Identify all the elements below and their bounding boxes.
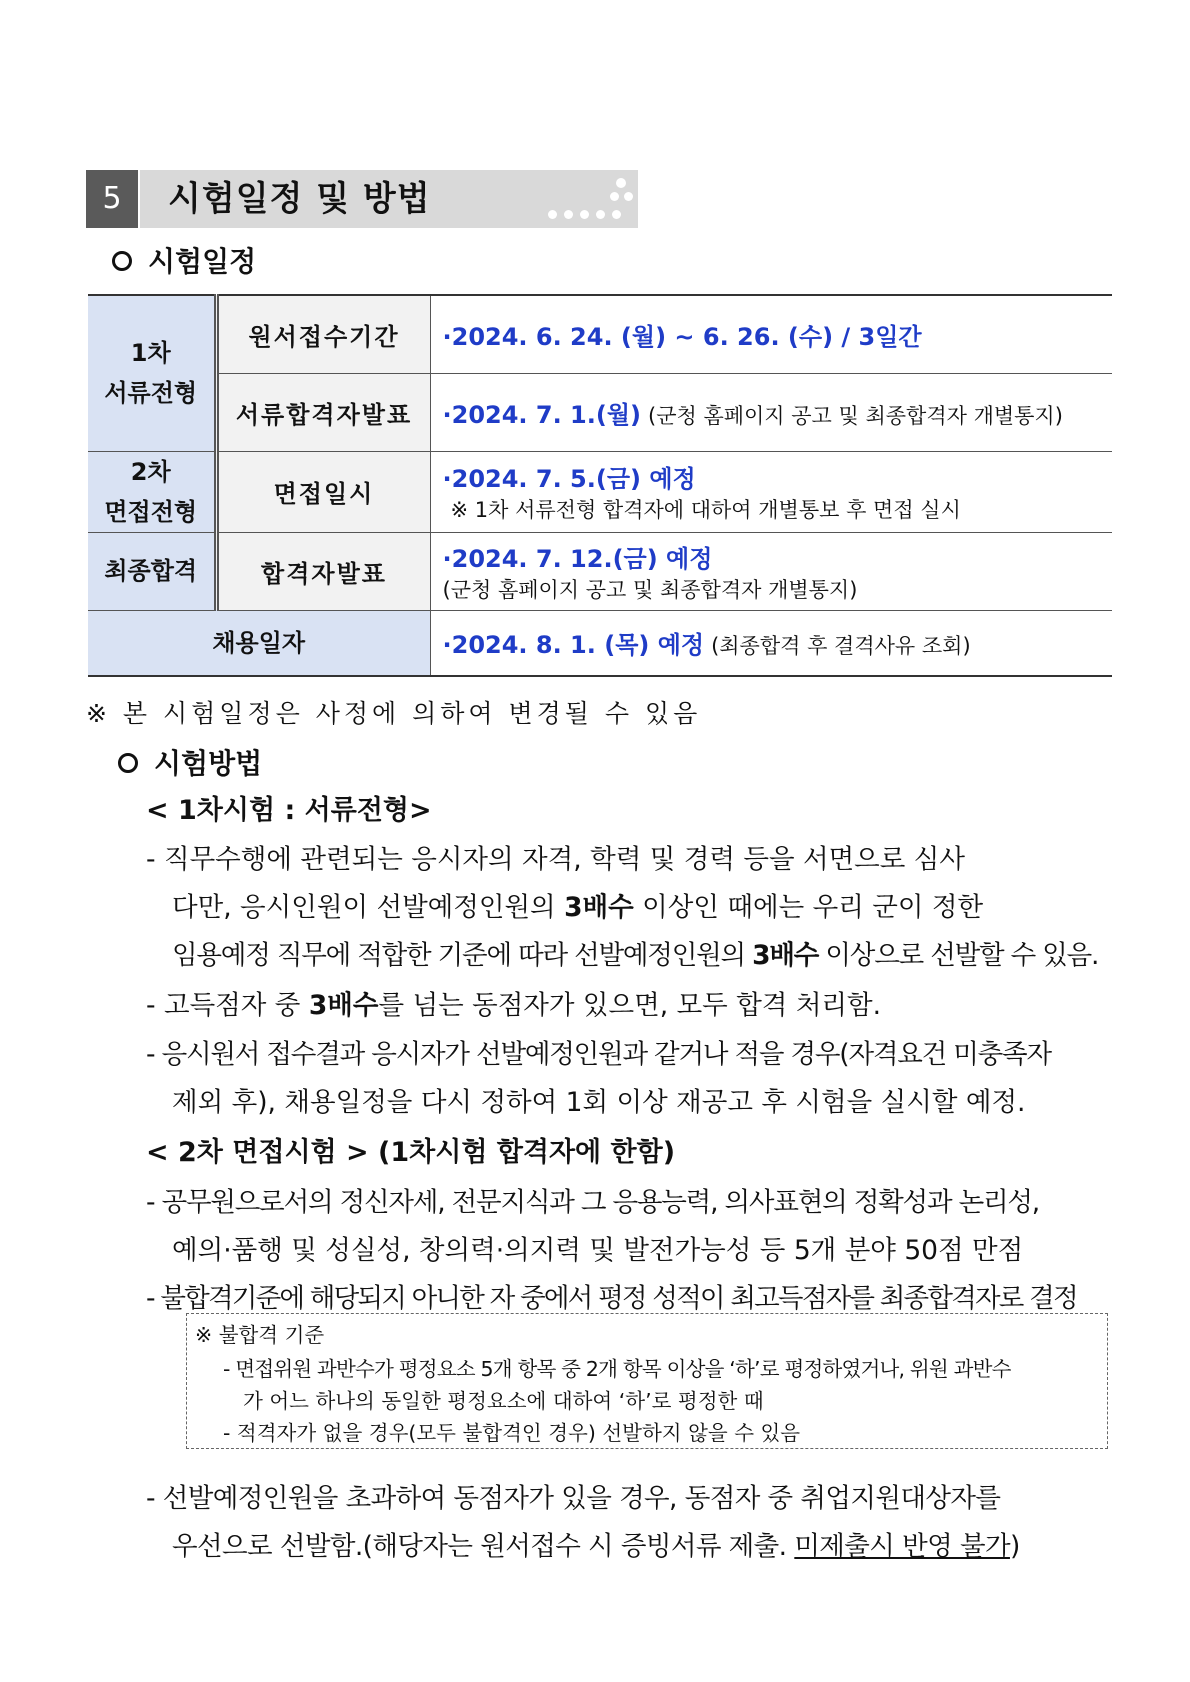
schedule-heading-text: 시험일정 xyxy=(148,245,257,278)
table-row xyxy=(88,451,1112,532)
final-item-line1: - 선발예정인원을 초과하여 동점자가 있을 경우, 동점자 중 취업지원대상자를 xyxy=(146,1483,1001,1514)
stage1-label-line2: 서류전형 xyxy=(104,379,198,408)
stage1-label xyxy=(88,295,216,451)
final-sub-label: 합격자발표 xyxy=(216,532,430,610)
final-date: ·2024. 7. 12.(금) 예정 xyxy=(442,544,713,573)
hire-value xyxy=(430,610,1112,676)
method-heading-text: 시험방법 xyxy=(154,747,263,780)
schedule-heading xyxy=(112,240,256,280)
interview-value xyxy=(430,451,1112,532)
stage1-item-b1-post: 를 넘는 동점자가 있으면, 모두 합격 처리함. xyxy=(378,990,882,1021)
table-row xyxy=(88,610,1112,676)
final-note: (군청 홈페이지 공고 및 최종합격자 개별통지) xyxy=(442,577,858,602)
doc-result-label: 서류합격자발표 xyxy=(216,373,430,451)
decor-dot xyxy=(596,210,605,219)
doc-result-note: (군청 홈페이지 공고 및 최종합격자 개별통지) xyxy=(648,403,1063,428)
final-item-line2 xyxy=(172,1524,1020,1563)
criteria-title: ※ 불합격 기준 xyxy=(195,1323,325,1347)
decor-dot xyxy=(624,192,633,201)
receipt-value xyxy=(430,295,1112,373)
final-item-line2-pre: 우선으로 선발함.(해당자는 원서접수 시 증빙서류 제출. xyxy=(172,1531,795,1562)
doc-result-date: ·2024. 7. 1.(월) xyxy=(442,400,641,429)
circle-bullet-icon xyxy=(118,753,138,773)
final-label: 최종합격 xyxy=(88,532,216,610)
doc-result-value xyxy=(430,373,1112,451)
stage1-item-c1: - 응시원서 접수결과 응시자가 선발예정인원과 같거나 적을 경우(자격요건 미충족자 xyxy=(146,1039,1051,1070)
table-row xyxy=(88,532,1112,610)
stage1-title: < 1차시험 : 서류전형> xyxy=(146,795,432,826)
stage1-item-b1 xyxy=(146,983,881,1022)
stage1-item-a3 xyxy=(172,933,1098,972)
stage2-label-line1: 2차 xyxy=(130,457,171,486)
final-value xyxy=(430,532,1112,610)
receipt-label: 원서접수기간 xyxy=(216,295,430,373)
stage1-item-a2-post: 이상인 때에는 우리 군이 정한 xyxy=(633,892,984,923)
schedule-table xyxy=(88,294,1112,677)
hire-note: (최종합격 후 결격사유 조회) xyxy=(711,634,971,659)
criteria-item2: - 적격자가 없을 경우(모두 불합격인 경우) 선발하지 않을 수 있음 xyxy=(223,1421,801,1445)
interview-date: ·2024. 7. 5.(금) 예정 xyxy=(442,465,696,493)
criteria-item1-line2: 가 어느 하나의 동일한 평정요소에 대하여 ‘하’로 평정한 때 xyxy=(243,1389,764,1413)
decor-dot xyxy=(612,210,621,219)
stage1-item-b1-pre: - 고득점자 중 xyxy=(146,990,309,1021)
decor-dot xyxy=(610,192,619,201)
section-number: 5 xyxy=(86,170,138,228)
table-row xyxy=(88,373,1112,451)
schedule-footnote: ※ 본 시험일정은 사정에 의하여 변경될 수 있음 xyxy=(86,699,702,728)
stage1-item-a3-pre: 임용예정 직무에 적합한 기준에 따라 선발예정인원의 xyxy=(172,940,753,971)
hire-label: 채용일자 xyxy=(88,610,430,676)
interview-note: ※ 1차 서류전형 합격자에 대하여 개별통보 후 면접 실시 xyxy=(450,498,961,522)
stage1-item-b1-bold: 3배수 xyxy=(308,990,379,1021)
final-item-line2-post: ) xyxy=(1009,1531,1020,1562)
stage2-label xyxy=(88,451,216,532)
disqualification-criteria-box xyxy=(186,1313,1108,1449)
method-heading xyxy=(118,742,262,782)
hire-date: ·2024. 8. 1. (목) 예정 xyxy=(442,631,705,660)
stage1-item-a3-bold: 3배수 xyxy=(752,940,819,971)
final-item-line2-underline: 미제출시 반영 불가 xyxy=(794,1531,1010,1562)
stage1-item-a2-bold: 3배수 xyxy=(564,892,634,923)
circle-bullet-icon xyxy=(112,251,132,271)
stage1-item-a1: - 직무수행에 관련되는 응시자의 자격, 학력 및 경력 등을 서면으로 심사 xyxy=(146,844,965,875)
section-title: 시험일정 및 방법 xyxy=(168,179,431,219)
stage2-item-a1: - 공무원으로서의 정신자세, 전문지식과 그 응용능력, 의사표현의 정확성과 논리성, xyxy=(146,1187,1039,1218)
receipt-date: ·2024. 6. 24. (월) ~ 6. 26. (수) / 3일간 xyxy=(442,322,922,351)
stage2-title: < 2차 면접시험 > (1차시험 합격자에 한함) xyxy=(146,1137,676,1168)
stage1-item-a2-pre: 다만, 응시인원이 선발예정인원의 xyxy=(172,892,565,923)
stage1-label-line1: 1차 xyxy=(130,339,171,368)
decor-dot xyxy=(564,210,573,219)
interview-label: 면접일시 xyxy=(216,451,430,532)
criteria-item1-line1: - 면접위원 과반수가 평정요소 5개 항목 중 2개 항목 이상을 ‘하’로 평정하였거나, 위원 과반수 xyxy=(223,1357,1011,1381)
stage1-item-a3-post: 이상으로 선발할 수 있음. xyxy=(818,940,1099,971)
stage1-item-a2 xyxy=(172,885,983,924)
table-row xyxy=(88,295,1112,373)
decor-dot xyxy=(580,210,589,219)
stage2-item-b1: - 불합격기준에 해당되지 아니한 자 중에서 평정 성적이 최고득점자를 최종합격자로 결정 xyxy=(146,1283,1077,1314)
stage2-item-a2: 예의·품행 및 성실성, 창의력·의지력 및 발전가능성 등 5개 분야 50점 만점 xyxy=(172,1235,1024,1266)
decor-dot xyxy=(548,210,557,219)
decor-dot xyxy=(616,178,626,188)
stage1-item-c2: 제외 후), 채용일정을 다시 정하여 1회 이상 재공고 후 시험을 실시할 예정. xyxy=(172,1087,1026,1118)
stage2-label-line2: 면접전형 xyxy=(104,497,198,526)
